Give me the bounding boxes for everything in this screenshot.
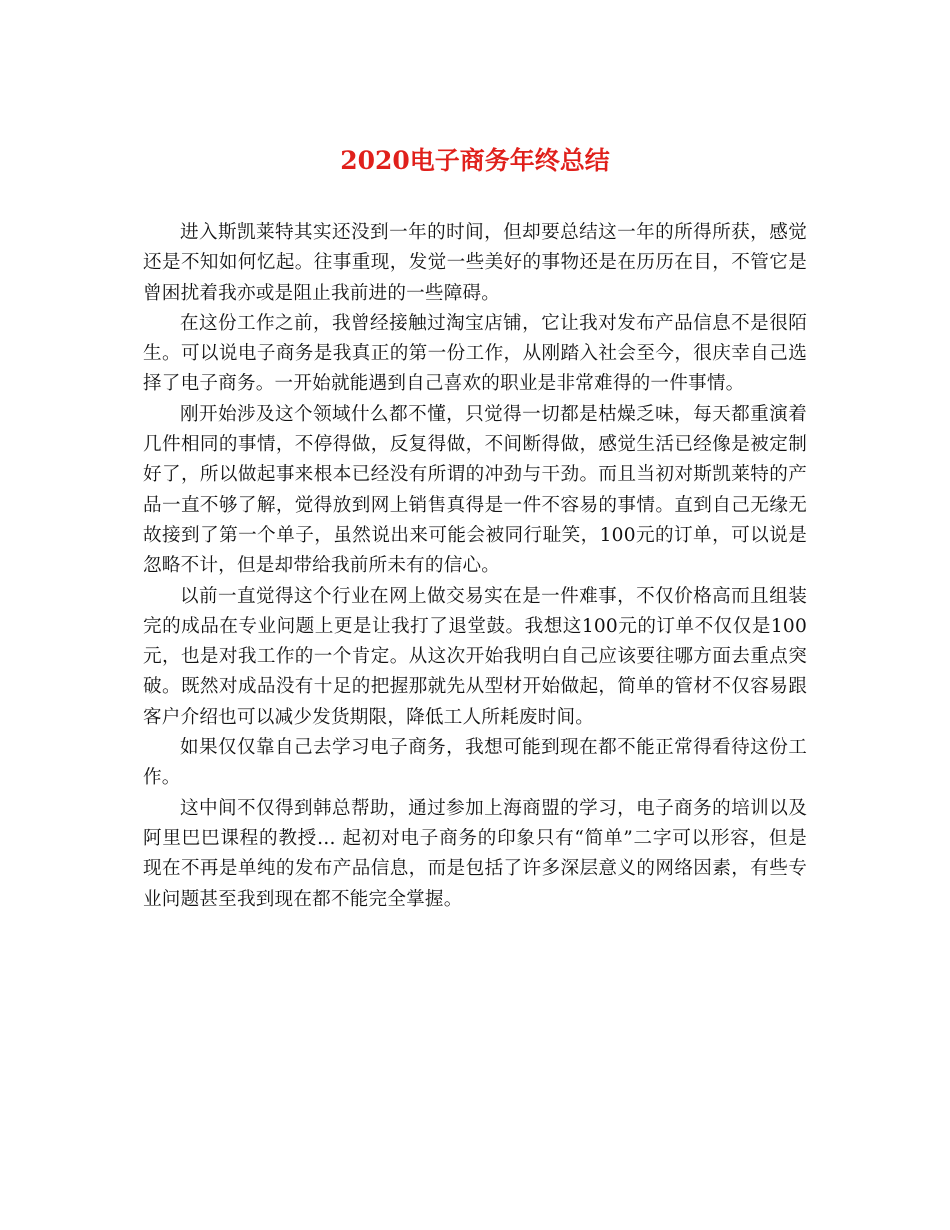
paragraph-5: 如果仅仅靠自己去学习电子商务，我想可能到现在都不能正常得看待这份工作。 xyxy=(143,737,807,789)
paragraph-6: 这中间不仅得到韩总帮助，通过参加上海商盟的学习，电子商务的培训以及阿里巴巴课程的教授… 起初对电子商务的印象只有“简单”二字可以形容，但是现在不再是单纯的发布产品信息，而是包括了许多深层意义的网络因素，有些专业问题甚至我到现在都不能完全掌握。 xyxy=(143,797,807,910)
paragraph-4: 以前一直觉得这个行业在网上做交易实在是一件难事，不仅价格高而且组装完的成品在专业问题上更是让我打了退堂鼓。我想这100元的订单不仅仅是100元，也是对我工作的一个肯定。从这次开始我明白自己应该要往哪方面去重点突破。既然对成品没有十足的把握那就先从型材开始做起，简单的管材不仅容易跟客户介绍也可以减少发货期限，降低工人所耗废时间。 xyxy=(143,585,807,728)
document-title: 2020电子商务年终总结 xyxy=(340,146,610,175)
paragraph-3: 刚开始涉及这个领域什么都不懂，只觉得一切都是枯燥乏味，每天都重演着几件相同的事情，不停得做，反复得做，不间断得做，感觉生活已经像是被定制好了，所以做起事来根本已经没有所谓的冲劲与干劲。而且当初对斯凯莱特的产品一直不够了解，觉得放到网上销售真得是一件不容易的事情。直到自己无缘无故接到了第一个单子，虽然说出来可能会被同行耻笑，100元的订单，可以说是忽略不计，但是却带给我前所未有的信心。 xyxy=(143,403,807,577)
paragraph-2: 在这份工作之前，我曾经接触过淘宝店铺，它让我对发布产品信息不是很陌生。可以说电子商务是我真正的第一份工作，从刚踏入社会至今，很庆幸自己选择了电子商务。一开始就能遇到自己喜欢的职业是非常难得的一件事情。 xyxy=(143,312,807,395)
paragraph-1: 进入斯凯莱特其实还没到一年的时间，但却要总结这一年的所得所获，感觉还是不知如何忆起。往事重现，发觉一些美好的事物还是在历历在目，不管它是曾困扰着我亦或是阻止我前进的一些障碍。 xyxy=(143,222,807,304)
document-body xyxy=(143,218,807,915)
